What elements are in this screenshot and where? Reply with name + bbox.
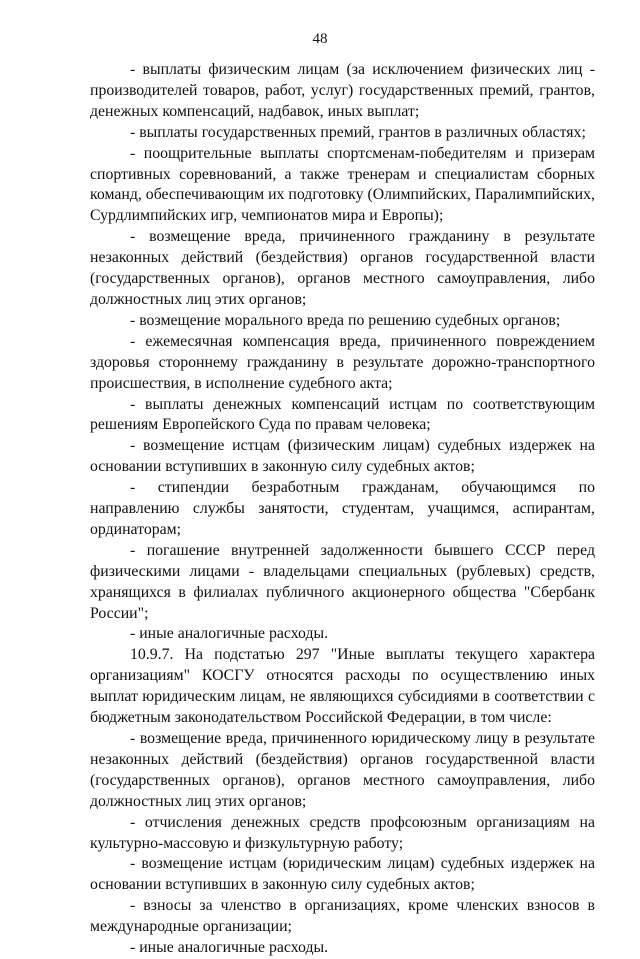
paragraph-stipends: - стипендии безработным гражданам, обучающимся по направлению службы занятости, студентам, учащимся, аспирантам, ординаторам; [90,479,595,538]
paragraph-court-costs-individuals: - возмещение истцам (физическим лицам) судебных издержек на основании вступивших в законную силу судебных актов; [90,437,595,476]
paragraph-harm-compensation-legal-entity: - возмещение вреда, причиненного юридическому лицу в результате незаконных действий (бездействия) органов государственной власти (государственных органов), органов местного самоуправления, либо должностных лиц этих органов; [90,730,595,810]
paragraph-other-expenses-2: - иные аналогичные расходы. [130,939,329,957]
paragraph-monthly-compensation: - ежемесячная компенсация вреда, причиненного повреждением здоровья стороннему гражданину в результате дорожно-транспортного происшествия, в исполнение судебного акта; [90,332,595,392]
paragraph-section-10-9-7: 10.9.7. На подстатью 297 "Иные выплаты текущего характера организациям" КОСГУ относятся расходы по осуществлению иных выплат юридическим лицам, не являющихся субсидиями в соответствии с бюджетным законодательством Российской Федерации, в том числе: [90,646,595,727]
paragraph-court-costs-legal-entities: - возмещение истцам (юридическим лицам) судебных издержек на основании вступивших в законную силу судебных актов; [90,855,595,894]
paragraph-ussr-debt: - погашение внутренней задолженности бывшего СССР перед физическими лицами - владельцами специальных (рублевых) средств, хранящихся в филиалах публичного акционерного общества "Сбербанк России"; [90,541,595,622]
paragraph-other-expenses-1: - иные аналогичные расходы. [130,625,329,643]
page-number: 48 [312,31,328,47]
paragraph-trade-union-deductions: - отчисления денежных средств профсоюзным организациям на культурно-массовую и физкультурную работу; [90,813,595,852]
paragraph-echr-compensation: - выплаты денежных компенсаций истцам по соответствующим решениям Европейского Суда по правам человека; [90,395,595,434]
document-body [90,60,595,959]
paragraph-membership-fees: - взносы за членство в организациях, кроме членских взносов в международные организации; [90,897,595,936]
paragraph-payments-individuals: - выплаты физическим лицам (за исключением физических лиц - производителей товаров, работ, услуг) государственных премий, грантов, денежных компенсаций, надбавок, иных выплат; [90,61,595,120]
paragraph-state-prizes: - выплаты государственных премий, грантов в различных областях; [130,123,586,141]
paragraph-harm-compensation-citizen: - возмещение вреда, причиненного гражданину в результате незаконных действий (бездействия) органов государственной власти (государственных органов), органов местного самоуправления, либо должностных лиц этих органов; [90,228,595,308]
paragraph-moral-damage: - возмещение морального вреда по решению судебных органов; [130,311,561,329]
paragraph-athlete-incentives: - поощрительные выплаты спортсменам-победителям и призерам спортивных соревнований, а также тренерам и специалистам сборных команд, обеспечивающим их подготовку (Олимпийских, Паралимпийских, Сурдлимпийских игр, чемпионатов мира и Европы); [90,144,595,225]
